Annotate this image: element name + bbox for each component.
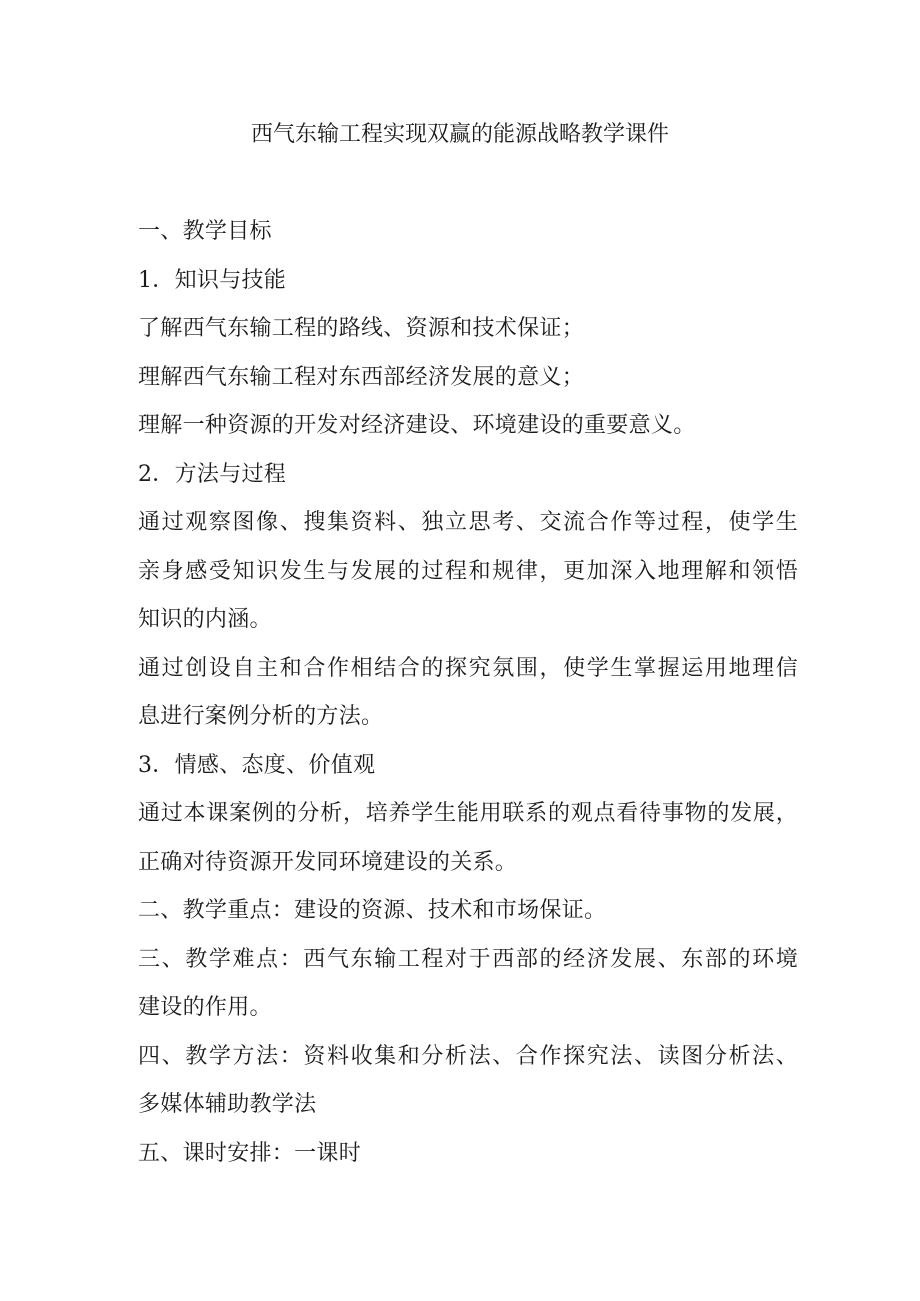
document-body [138,208,798,1178]
paragraph-line: 多媒体辅助教学法 [138,1092,317,1117]
paragraph-line: 了解西气东输工程的路线、资源和技术保证； [138,316,585,341]
subheading-method-process: 2．方法与过程 [138,461,287,487]
section-heading-objectives: 一、教学目标 [138,219,272,244]
paragraph-line: 建设的作用。 [138,995,272,1020]
paragraph-line: 通过观察图像、搜集资料、独立思考、交流合作等过程，使学生 [138,510,798,535]
document-title: 西气东输工程实现双赢的能源战略教学课件 [250,122,669,147]
section-heading-key-points: 二、教学重点：建设的资源、技术和市场保证。 [138,898,607,923]
paragraph-line: 知识的内涵。 [138,607,272,632]
paragraph-line: 通过创设自主和合作相结合的探究氛围，使学生掌握运用地理信 [138,655,798,681]
section-heading-schedule: 五、课时安排：一课时 [138,1140,362,1166]
paragraph-line: 亲身感受知识发生与发展的过程和规律，更加深入地理解和领悟 [138,558,798,584]
paragraph-line: 理解一种资源的开发对经济建设、环境建设的重要意义。 [138,413,696,438]
subheading-emotion-values: 3．情感、态度、价值观 [138,752,376,778]
paragraph-line: 正确对待资源开发同环境建设的关系。 [138,849,518,875]
section-heading-difficulties: 三、教学难点：西气东输工程对于西部的经济发展、东部的环境 [138,946,798,972]
paragraph-line: 通过本课案例的分析，培养学生能用联系的观点看待事物的发展， [138,801,798,826]
subheading-knowledge-skills: 1．知识与技能 [138,267,287,293]
paragraph-line: 息进行案例分析的方法。 [138,704,384,729]
section-heading-methods: 四、教学方法：资料收集和分析法、合作探究法、读图分析法、 [138,1043,798,1069]
paragraph-line: 理解西气东输工程对东西部经济发展的意义； [138,364,585,390]
